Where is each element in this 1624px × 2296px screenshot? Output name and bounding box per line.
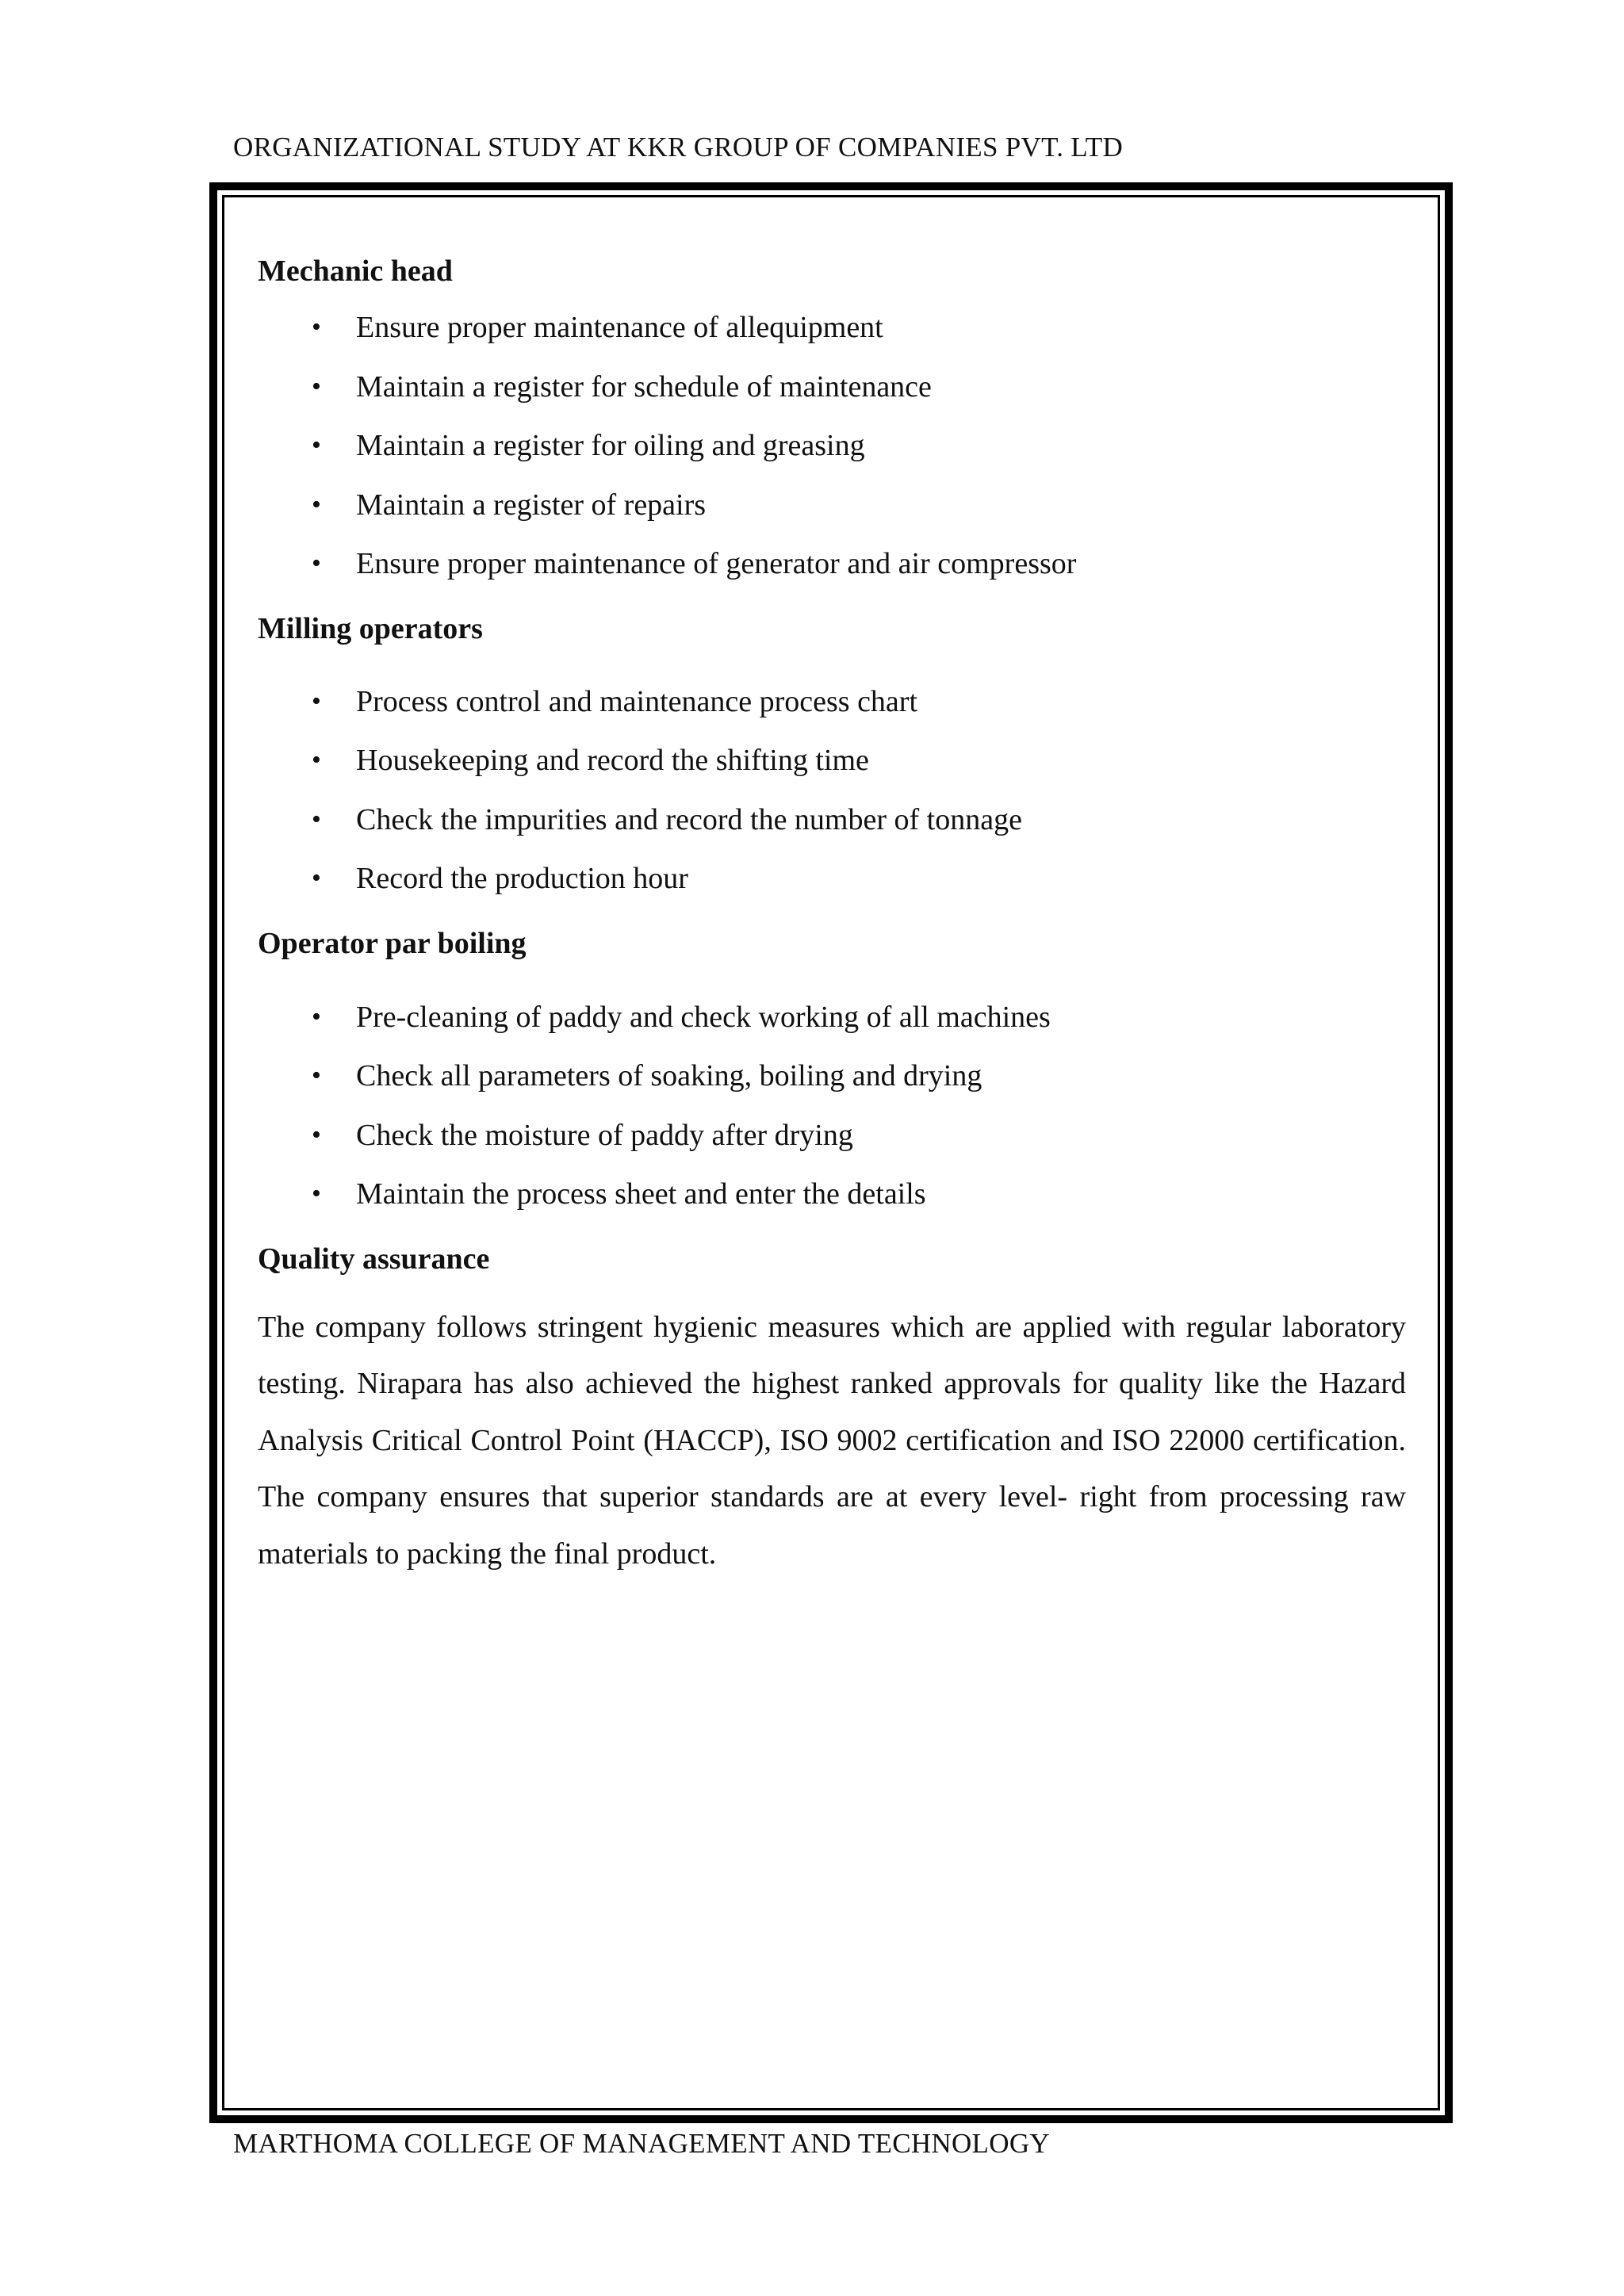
list-item bbox=[258, 731, 1406, 790]
bullet-list bbox=[258, 298, 1406, 594]
list-item-text: Maintain the process sheet and enter the details bbox=[356, 1177, 926, 1211]
list-item-text: Check all parameters of soaking, boiling and drying bbox=[356, 1059, 982, 1093]
bullet-icon: • bbox=[312, 430, 321, 460]
bullet-icon: • bbox=[312, 371, 321, 401]
list-item bbox=[258, 298, 1406, 358]
list-item-text: Maintain a register of repairs bbox=[356, 488, 707, 522]
bullet-list bbox=[258, 672, 1406, 909]
list-item bbox=[258, 1047, 1406, 1106]
list-item-text: Housekeeping and record the shifting time bbox=[356, 744, 869, 777]
bullet-icon: • bbox=[312, 1179, 321, 1208]
page-content bbox=[258, 252, 1406, 1582]
bullet-icon: • bbox=[312, 549, 321, 578]
list-item-text: Ensure proper maintenance of allequipment bbox=[356, 311, 883, 344]
list-item bbox=[258, 988, 1406, 1047]
bullet-icon: • bbox=[312, 1001, 321, 1031]
list-item-text: Process control and maintenance process chart bbox=[356, 684, 918, 718]
list-item bbox=[258, 416, 1406, 476]
list-item bbox=[258, 672, 1406, 732]
list-item bbox=[258, 1165, 1406, 1224]
section-heading: Milling operators bbox=[258, 611, 483, 645]
bullet-icon: • bbox=[312, 686, 321, 716]
list-item bbox=[258, 849, 1406, 909]
bullet-icon: • bbox=[312, 1119, 321, 1150]
list-item-text: Check the moisture of paddy after drying bbox=[356, 1118, 853, 1152]
list-item-text: Ensure proper maintenance of generator and air compressor bbox=[356, 547, 1077, 580]
section-heading: Operator par boiling bbox=[258, 926, 527, 960]
list-item-text: Maintain a register for schedule of maintenance bbox=[356, 369, 932, 404]
body-paragraph: The company follows stringent hygienic measures which are applied with regular laboratory testing. Nirapara has also achieved the highest ranked approvals for quality like the Hazard Analysis Critical Control Point (HACCP), ISO 9002 certification and ISO 22000 certification. The company ensures that superior standards are at every level- right from processing raw materials to packing the final product. bbox=[258, 1310, 1406, 1571]
list-item bbox=[258, 534, 1406, 594]
section-heading: Quality assurance bbox=[258, 1242, 490, 1276]
section-heading: Mechanic head bbox=[258, 254, 453, 288]
section-quality-assurance bbox=[258, 1240, 1406, 1583]
section-milling-operators bbox=[258, 610, 1406, 909]
list-item-text: Maintain a register for oiling and greasing bbox=[356, 429, 865, 462]
list-item bbox=[258, 790, 1406, 850]
list-item bbox=[258, 358, 1406, 417]
list-item-text: Pre-cleaning of paddy and check working of all machines bbox=[356, 1000, 1051, 1034]
page-header: ORGANIZATIONAL STUDY AT KKR GROUP OF COMPANIES PVT. LTD bbox=[233, 132, 1124, 163]
list-item bbox=[258, 476, 1406, 535]
bullet-icon: • bbox=[312, 863, 321, 893]
section-mechanic-head bbox=[258, 252, 1406, 594]
bullet-icon: • bbox=[312, 745, 321, 775]
section-operator-par-boiling bbox=[258, 924, 1406, 1224]
list-item-text: Check the impurities and record the number of tonnage bbox=[356, 802, 1022, 836]
page-footer: MARTHOMA COLLEGE OF MANAGEMENT AND TECHNOLOGY bbox=[233, 2128, 1050, 2159]
list-item bbox=[258, 1106, 1406, 1165]
bullet-list bbox=[258, 988, 1406, 1224]
bullet-icon: • bbox=[312, 804, 321, 834]
bullet-icon: • bbox=[312, 1061, 321, 1090]
bullet-icon: • bbox=[312, 312, 321, 342]
bullet-icon: • bbox=[312, 489, 321, 519]
list-item-text: Record the production hour bbox=[356, 862, 688, 895]
